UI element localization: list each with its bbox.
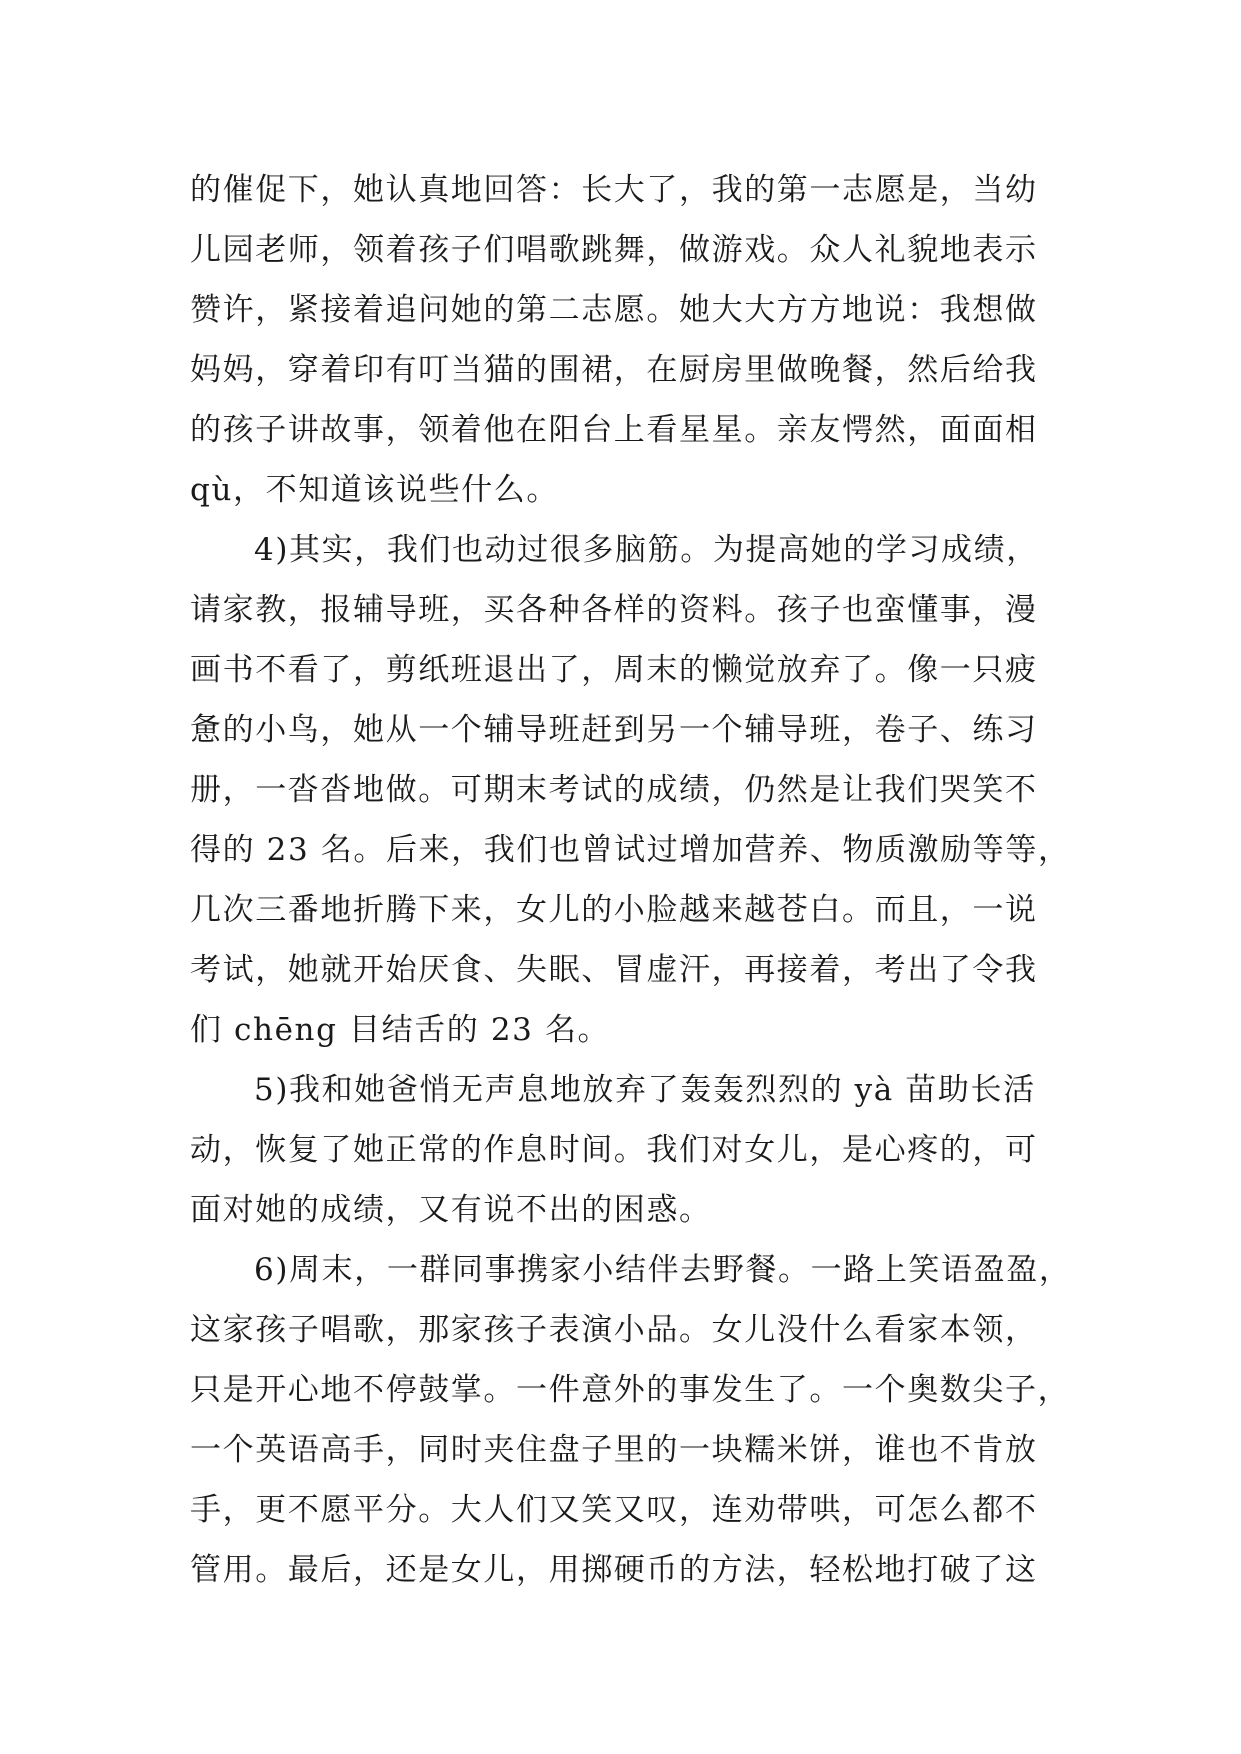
text-line: 画书不看了，剪纸班退出了，周末的懒觉放弃了。像一只疲 bbox=[190, 652, 1038, 688]
text-line: 儿园老师，领着孩子们唱歌跳舞，做游戏。众人礼貌地表示 bbox=[190, 232, 1038, 268]
text-line: 惫的小鸟，她从一个辅导班赶到另一个辅导班，卷子、练习 bbox=[190, 712, 1038, 748]
text-line: 请家教，报辅导班，买各种各样的资料。孩子也蛮懂事，漫 bbox=[190, 592, 1038, 628]
text-line: 几次三番地折腾下来，女儿的小脸越来越苍白。而且，一说 bbox=[190, 892, 1038, 928]
paragraph-start-6: 6)周末，一群同事携家小结伴去野餐。一路上笑语盈盈， bbox=[254, 1252, 1072, 1288]
text-line: 的孩子讲故事，领着他在阳台上看星星。亲友愕然，面面相 bbox=[190, 412, 1038, 448]
text-line: 妈妈，穿着印有叮当猫的围裙，在厨房里做晚餐，然后给我 bbox=[190, 352, 1038, 388]
text-line: 赞许，紧接着追问她的第二志愿。她大大方方地说：我想做 bbox=[190, 292, 1038, 328]
text-line: 考试，她就开始厌食、失眠、冒虚汗，再接着，考出了令我 bbox=[190, 952, 1038, 988]
text-line: qù，不知道该说些什么。 bbox=[190, 472, 560, 508]
text-line: 这家孩子唱歌，那家孩子表演小品。女儿没什么看家本领， bbox=[190, 1312, 1038, 1348]
text-line: 只是开心地不停鼓掌。一件意外的事发生了。一个奥数尖子， bbox=[190, 1372, 1071, 1408]
text-line: 管用。最后，还是女儿，用掷硬币的方法，轻松地打破了这 bbox=[190, 1552, 1038, 1588]
text-line: 的催促下，她认真地回答：长大了，我的第一志愿是，当幼 bbox=[190, 172, 1038, 208]
paragraph-start-4: 4)其实，我们也动过很多脑筋。为提高她的学习成绩， bbox=[254, 532, 1039, 568]
body-text bbox=[190, 160, 1072, 1600]
text-line: 面对她的成绩，又有说不出的困惑。 bbox=[190, 1192, 712, 1228]
paragraph-start-5: 5)我和她爸悄无声息地放弃了轰轰烈烈的 yà 苗助长活 bbox=[254, 1072, 1036, 1108]
text-line: 们 chēng 目结舌的 23 名。 bbox=[190, 1012, 611, 1048]
text-line: 得的 23 名。后来，我们也曾试过增加营养、物质激励等等， bbox=[190, 832, 1071, 868]
text-line: 手，更不愿平分。大人们又笑又叹，连劝带哄，可怎么都不 bbox=[190, 1492, 1038, 1528]
text-line: 一个英语高手，同时夹住盘子里的一块糯米饼，谁也不肯放 bbox=[190, 1432, 1038, 1468]
text-line: 动，恢复了她正常的作息时间。我们对女儿，是心疼的，可 bbox=[190, 1132, 1038, 1168]
text-line: 册，一沓沓地做。可期末考试的成绩，仍然是让我们哭笑不 bbox=[190, 772, 1038, 808]
